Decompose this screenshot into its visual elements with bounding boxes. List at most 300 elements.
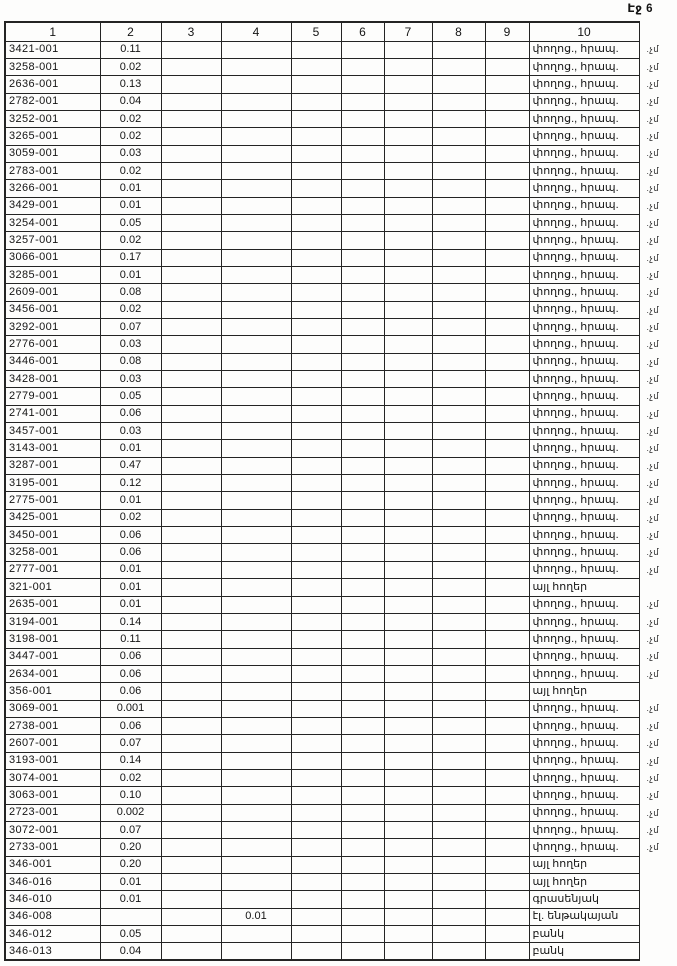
cell-col4-value [221,752,291,769]
cell-empty [291,266,341,283]
table-row [5,665,677,682]
cell-empty [432,874,485,891]
cell-empty [161,700,221,717]
cell-empty [432,440,485,457]
cell-land-use: փողոց., հրապ. [529,475,639,492]
table-row [5,162,677,179]
cell-empty [161,440,221,457]
margin-edge-mark: .չմ [646,790,660,801]
margin-edge-mark: .չմ [646,217,660,228]
cell-empty [341,839,384,856]
table-row [5,856,677,873]
cell-empty [161,266,221,283]
cell-empty [341,475,384,492]
margin-edge-mark: .չմ [646,512,660,523]
cell-empty [291,41,341,58]
cell-empty [341,440,384,457]
cell-empty [341,336,384,353]
cell-empty [341,301,384,318]
cell-parcel-code: 3429-001 [5,197,100,214]
cell-empty [432,284,485,301]
cell-col4-value [221,266,291,283]
cell-parcel-code: 346-016 [5,874,100,891]
cell-land-use: փողոց., հրապ. [529,266,639,283]
cell-empty [384,110,432,127]
cell-empty [485,405,529,422]
cell-empty [384,353,432,370]
cell-area-value: 0.05 [100,926,161,943]
cell-col4-value [221,665,291,682]
margin-edge-mark: .չմ [646,807,660,818]
cell-empty [384,544,432,561]
cell-parcel-code: 3063-001 [5,787,100,804]
cell-land-use: փողոց., հրապ. [529,232,639,249]
cell-empty [485,58,529,75]
cell-empty [161,856,221,873]
cell-empty [485,110,529,127]
cell-empty [432,336,485,353]
cell-parcel-code: 3457-001 [5,423,100,440]
cell-empty [341,284,384,301]
cell-empty [161,110,221,127]
cell-empty [384,58,432,75]
cell-area-value: 0.001 [100,700,161,717]
cell-area-value: 0.01 [100,579,161,596]
cell-land-use: փողոց., հրապ. [529,509,639,526]
cell-empty [384,943,432,960]
cell-empty [432,856,485,873]
cell-empty [485,301,529,318]
cell-area-value: 0.02 [100,769,161,786]
cell-empty [485,475,529,492]
cell-area-value: 0.02 [100,58,161,75]
cell-area-value: 0.02 [100,162,161,179]
cell-area-value: 0.20 [100,839,161,856]
cell-empty [384,232,432,249]
cell-land-use: փողոց., հրապ. [529,804,639,821]
cell-empty [432,561,485,578]
cell-parcel-code: 3421-001 [5,41,100,58]
table-row [5,180,677,197]
column-header: 4 [221,22,291,41]
cell-empty [384,145,432,162]
cell-empty [341,214,384,231]
cell-empty [384,717,432,734]
cell-empty [485,284,529,301]
cell-area-value: 0.06 [100,648,161,665]
cell-land-use: փողոց., հրապ. [529,752,639,769]
cell-empty [341,631,384,648]
cell-empty [341,457,384,474]
cell-empty [291,180,341,197]
margin-edge-mark: .չմ [646,79,660,90]
cell-empty [291,821,341,838]
margin-edge-mark: .չմ [646,425,660,436]
cell-col4-value [221,509,291,526]
cell-land-use: փողոց., հրապ. [529,561,639,578]
table-row [5,405,677,422]
cell-empty [161,232,221,249]
cell-empty [291,58,341,75]
cell-parcel-code: 3258-001 [5,544,100,561]
cell-area-value: 0.08 [100,353,161,370]
cell-empty [341,700,384,717]
cell-empty [485,769,529,786]
cell-area-value: 0.04 [100,943,161,960]
cell-empty [384,249,432,266]
cell-empty [432,787,485,804]
cell-empty [291,457,341,474]
table-row [5,371,677,388]
cell-parcel-code: 2723-001 [5,804,100,821]
cell-empty [291,405,341,422]
cell-empty [161,561,221,578]
cell-land-use: փողոց., հրապ. [529,371,639,388]
margin-edge-mark: .չմ [646,96,660,107]
cell-area-value: 0.20 [100,856,161,873]
cell-parcel-code: 2609-001 [5,284,100,301]
table-row [5,544,677,561]
cell-empty [291,249,341,266]
cell-empty [341,874,384,891]
margin-edge-mark: .չմ [646,44,660,55]
cell-col4-value: 0.01 [221,908,291,925]
cell-empty [341,388,384,405]
cell-col4-value [221,457,291,474]
cell-land-use: փողոց., հրապ. [529,284,639,301]
cell-land-use: փողոց., հրապ. [529,821,639,838]
cell-empty [161,93,221,110]
table-row [5,613,677,630]
cell-empty [291,856,341,873]
margin-edge-mark [639,874,677,891]
cell-empty [291,475,341,492]
cell-land-use: փողոց., հրապ. [529,440,639,457]
cell-land-use: այլ հողեր [529,683,639,700]
cell-empty [341,579,384,596]
cell-land-use: էլ. ենթակայան [529,908,639,925]
cell-area-value: 0.04 [100,93,161,110]
cell-empty [384,926,432,943]
margin-edge-mark: .չմ [646,304,660,315]
cell-col4-value [221,821,291,838]
cell-col4-value [221,145,291,162]
cell-empty [485,544,529,561]
cell-empty [341,527,384,544]
table-row [5,943,677,960]
margin-edge-mark [639,908,677,925]
cell-empty [485,492,529,509]
cell-empty [341,197,384,214]
cell-col4-value [221,527,291,544]
cell-area-value: 0.11 [100,41,161,58]
cell-empty [432,249,485,266]
cell-empty [291,336,341,353]
cell-empty [291,388,341,405]
cell-land-use: փողոց., հրապ. [529,162,639,179]
cell-area-value: 0.06 [100,665,161,682]
cell-empty [432,110,485,127]
cell-empty [161,180,221,197]
cell-empty [485,926,529,943]
cell-empty [291,162,341,179]
cell-empty [341,804,384,821]
cell-empty [432,371,485,388]
cell-area-value: 0.07 [100,821,161,838]
cell-empty [341,665,384,682]
cell-empty [291,839,341,856]
cell-empty [291,301,341,318]
cell-col4-value [221,440,291,457]
cell-area-value: 0.002 [100,804,161,821]
margin-edge-mark: .չմ [646,183,660,194]
cell-empty [161,839,221,856]
cell-empty [161,752,221,769]
cell-empty [432,405,485,422]
margin-edge-mark: .չմ [646,720,660,731]
cell-empty [341,648,384,665]
cell-area-value: 0.02 [100,301,161,318]
cell-land-use: փողոց., հրապ. [529,128,639,145]
cell-empty [432,58,485,75]
cell-empty [485,648,529,665]
cell-area-value: 0.03 [100,371,161,388]
cell-empty [291,544,341,561]
cell-empty [485,353,529,370]
cell-col4-value [221,388,291,405]
cell-empty [291,874,341,891]
table-row [5,232,677,249]
cell-empty [485,336,529,353]
cell-empty [432,648,485,665]
cell-area-value: 0.05 [100,214,161,231]
cell-empty [384,856,432,873]
cell-empty [341,58,384,75]
cell-col4-value [221,631,291,648]
cell-parcel-code: 3252-001 [5,110,100,127]
table-row [5,752,677,769]
cell-col4-value [221,180,291,197]
cell-empty [341,943,384,960]
margin-edge-mark: .չմ [646,824,660,835]
cell-col4-value [221,787,291,804]
table-row [5,423,677,440]
cell-parcel-code: 3198-001 [5,631,100,648]
margin-edge-mark: .չմ [646,131,660,142]
cell-parcel-code: 3258-001 [5,58,100,75]
cell-parcel-code: 3254-001 [5,214,100,231]
cell-empty [485,821,529,838]
cell-empty [432,821,485,838]
cell-parcel-code: 3266-001 [5,180,100,197]
cell-col4-value [221,874,291,891]
cell-area-value: 0.12 [100,475,161,492]
cell-empty [432,266,485,283]
cell-area-value: 0.03 [100,145,161,162]
table-row [5,93,677,110]
cell-col4-value [221,162,291,179]
cell-parcel-code: 3428-001 [5,371,100,388]
cell-parcel-code: 2777-001 [5,561,100,578]
cell-empty [341,319,384,336]
cell-empty [161,665,221,682]
cell-empty [432,683,485,700]
cell-col4-value [221,301,291,318]
cell-area-value: 0.05 [100,388,161,405]
table-row [5,197,677,214]
cell-land-use: փողոց., հրապ. [529,613,639,630]
cell-area-value: 0.01 [100,561,161,578]
margin-edge-mark: .չմ [646,165,660,176]
cell-empty [291,891,341,908]
column-header: 9 [485,22,529,41]
cell-parcel-code: 2636-001 [5,76,100,93]
margin-edge-mark: .չմ [646,252,660,263]
cell-col4-value [221,596,291,613]
table-row [5,926,677,943]
cell-empty [384,752,432,769]
table-row [5,717,677,734]
cell-empty [485,735,529,752]
cell-col4-value [221,336,291,353]
cell-empty [485,76,529,93]
cell-empty [384,874,432,891]
cell-empty [291,665,341,682]
cell-empty [432,943,485,960]
cell-area-value [100,908,161,925]
cell-parcel-code: 3446-001 [5,353,100,370]
cell-empty [485,457,529,474]
cell-empty [161,249,221,266]
margin-edge-mark: .չմ [646,634,660,645]
cell-land-use: փողոց., հրապ. [529,717,639,734]
cell-empty [485,93,529,110]
cell-empty [384,579,432,596]
margin-edge-mark: .չմ [646,564,660,575]
cell-empty [291,683,341,700]
cell-land-use: բանկ [529,943,639,960]
cell-empty [384,839,432,856]
cell-col4-value [221,197,291,214]
cell-empty [161,475,221,492]
cell-empty [161,735,221,752]
cell-col4-value [221,371,291,388]
cell-empty [341,423,384,440]
cell-empty [384,266,432,283]
cell-area-value: 0.01 [100,197,161,214]
cell-col4-value [221,735,291,752]
cell-parcel-code: 3069-001 [5,700,100,717]
cell-empty [384,336,432,353]
cell-area-value: 0.03 [100,423,161,440]
cell-empty [291,110,341,127]
margin-spacer [639,22,677,41]
cell-empty [341,561,384,578]
cell-empty [384,700,432,717]
table-row [5,41,677,58]
cell-empty [384,891,432,908]
cell-land-use: փողոց., հրապ. [529,665,639,682]
cell-empty [432,162,485,179]
cell-empty [432,700,485,717]
cell-empty [384,93,432,110]
table-row [5,110,677,127]
cell-land-use: գրասենյակ [529,891,639,908]
cell-parcel-code: 2607-001 [5,735,100,752]
cell-empty [291,735,341,752]
cell-empty [485,856,529,873]
cell-empty [161,821,221,838]
cell-parcel-code: 2635-001 [5,596,100,613]
cell-empty [432,197,485,214]
cell-empty [161,544,221,561]
cell-parcel-code: 3447-001 [5,648,100,665]
cell-empty [291,319,341,336]
cell-empty [161,874,221,891]
cell-empty [341,683,384,700]
cell-empty [341,769,384,786]
column-header: 8 [432,22,485,41]
cell-parcel-code: 346-001 [5,856,100,873]
cell-empty [341,93,384,110]
cell-empty [341,856,384,873]
cell-area-value: 0.02 [100,110,161,127]
cell-empty [485,214,529,231]
table-row [5,908,677,925]
cell-empty [485,943,529,960]
cell-empty [341,232,384,249]
cell-empty [341,908,384,925]
cell-land-use: փողոց., հրապ. [529,735,639,752]
cell-area-value: 0.01 [100,180,161,197]
cell-col4-value [221,943,291,960]
cell-area-value: 0.10 [100,787,161,804]
cell-col4-value [221,856,291,873]
cell-parcel-code: 2738-001 [5,717,100,734]
cell-land-use: փողոց., հրապ. [529,457,639,474]
cell-empty [291,76,341,93]
cell-empty [341,926,384,943]
cell-empty [384,527,432,544]
cell-land-use: փողոց., հրապ. [529,58,639,75]
cell-empty [161,492,221,509]
cell-land-use: փողոց., հրապ. [529,336,639,353]
table-row [5,475,677,492]
cell-empty [161,631,221,648]
cell-empty [485,128,529,145]
cell-col4-value [221,839,291,856]
margin-edge-mark: .չմ [646,200,660,211]
cell-empty [384,180,432,197]
cell-empty [291,752,341,769]
cell-parcel-code: 356-001 [5,683,100,700]
margin-edge-mark: .չմ [646,113,660,124]
cell-empty [432,769,485,786]
cell-empty [432,665,485,682]
cell-empty [432,839,485,856]
cell-empty [161,527,221,544]
cell-empty [384,405,432,422]
cell-col4-value [221,249,291,266]
cell-parcel-code: 3074-001 [5,769,100,786]
cell-parcel-code: 2775-001 [5,492,100,509]
cell-empty [291,926,341,943]
cell-parcel-code: 3456-001 [5,301,100,318]
cell-empty [341,544,384,561]
cell-empty [161,908,221,925]
cell-land-use: այլ հողեր [529,856,639,873]
cell-land-use: փողոց., հրապ. [529,544,639,561]
